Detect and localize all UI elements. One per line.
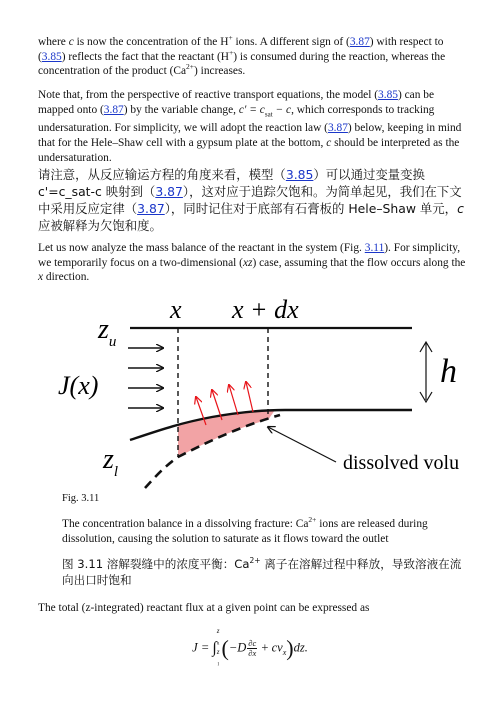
paragraph-2-chinese: 请注意，从反应输运方程的角度来看，模型（3.85）可以通过变量变换 c'=c_sat-c 映射到（3.87），这对应于追踪欠饱和。为简单起见，我们在下文中采用反应定律（3.87），同时记住对于底部有石膏板的 Hele–Shaw 单元，c 应被解释为欠饱和度。 [38, 167, 464, 233]
label-dissolved-volume: dissolved volu [343, 452, 460, 474]
paragraph-3: Let us now analyze the mass balance of the reactant in the system (Fig. 3.11). For simplicity, we temporarily focus on a two-dimensional (xz) case, assuming that the flow occurs along the x direction. [38, 242, 466, 284]
figure-link-3-11[interactable]: 3.11 [364, 242, 385, 254]
figure-caption-en: The concentration balance in a dissolving fracture: $Ca^{2+}$ ions are released during dissolution, causing the solution to saturate as it flows toward the outlet [62, 515, 428, 545]
equation-link-3-87[interactable]: 3.87 [103, 103, 124, 116]
variable-change-math: $c' = c_{sat} - c$ [238, 103, 292, 118]
label-J: J(x) [58, 371, 99, 400]
figure-label: Fig. 3.11 [62, 493, 100, 504]
equation-link-3-87[interactable]: 3.87 [155, 184, 183, 199]
aperture-arrow [420, 342, 432, 402]
equation-link-3-87[interactable]: 3.87 [327, 122, 348, 135]
flow-arrows [128, 348, 163, 408]
label-h: h [440, 353, 457, 390]
equation-link-3-85[interactable]: 3.85 [378, 89, 398, 101]
figure-caption-zh: 图 3.11 溶解裂缝中的浓度平衡：$Ca^{2+}$ 离子在溶解过程中释放，导致溶液在流向出口时饱和 [62, 556, 462, 587]
dissolved-pointer [268, 427, 336, 462]
equation-link-3-87[interactable]: 3.87 [137, 201, 165, 216]
paragraph-4: The total (z-integrated) reactant flux at a given point can be expressed as [38, 602, 370, 614]
label-x: x [170, 295, 182, 324]
paragraph-1: where c is now the concentration of the H+ ions. A different sign of (3.87) with respect to (3.85) reflects the fact that the reactant (H+) is consumed during the reaction, whereas the concentration of the product $(Ca^{2+})$ increases. [38, 33, 446, 78]
flux-equation: J = ∫ z $_u$ z $_l$ (−D $\frac{\partial c}{\partial x}$ + $cv_x)dz$. [192, 627, 308, 668]
label-zl: $z_l$ [103, 444, 119, 480]
label-zu: $z_u$ [98, 314, 117, 350]
paragraph-2: Note that, from the perspective of reactive transport equations, the model (3.85) can be mapped onto (3.87) by the variable change, $c' = c_{sat} - c$, which corresponds to tracking undersaturation. For simplicity, we will adopt the reaction law (3.87) below, keeping in mind that for the Hele–Shaw cell with a gypsum plate at the bottom, c should be interpreted as the undersaturation. [38, 89, 462, 164]
equation-link-3-87[interactable]: 3.87 [349, 36, 370, 48]
equation-link-3-85[interactable]: 3.85 [41, 50, 62, 63]
equation-link-3-85[interactable]: 3.85 [285, 167, 314, 182]
label-x-plus-dx: x + dx [232, 295, 299, 324]
